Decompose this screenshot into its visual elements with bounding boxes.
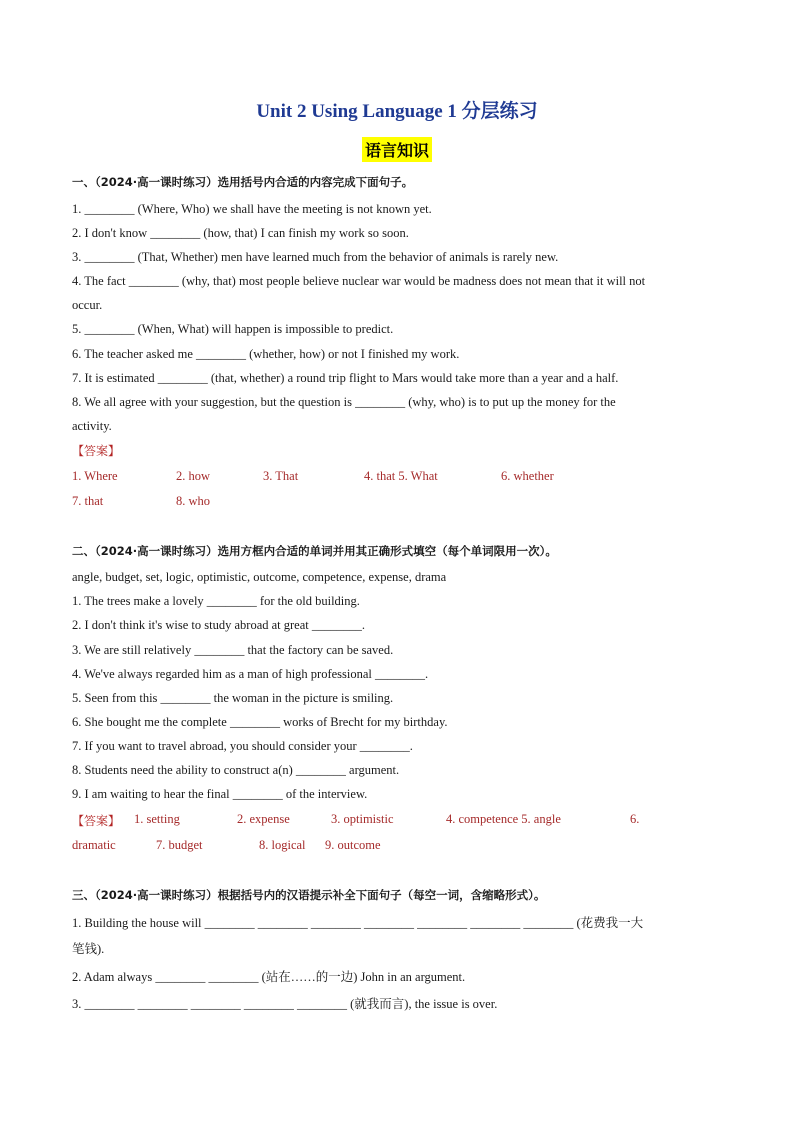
s2-answer: dramatic (72, 838, 116, 852)
s1-item-8: 8. We all agree with your suggestion, but the question is ________ (why, who) is to put up the money for the (72, 395, 616, 409)
s1-answer: 4. that 5. What (364, 469, 438, 483)
s2-answer: 4. competence 5. angle (446, 812, 561, 826)
s2-item-1: 1. The trees make a lovely ________ for the old building. (72, 594, 360, 608)
s2-answer: 8. logical (259, 838, 306, 852)
section1-heading: 一、（2024·高一课时练习）选用括号内合适的内容完成下面句子。 (72, 175, 414, 189)
s2-item-5: 5. Seen from this ________ the woman in the picture is smiling. (72, 691, 394, 705)
s2-item-8: 8. Students need the ability to construct a(n) ________ argument. (72, 763, 400, 777)
s1-item-5: 5. ________ (When, What) will happen is impossible to predict. (72, 322, 394, 336)
s1-answer: 2. how (176, 469, 211, 483)
page-title: Unit 2 Using Language 1 分层练习 (256, 101, 538, 122)
s1-item-8-cont: activity. (72, 419, 112, 433)
s1-item-3: 3. ________ (That, Whether) men have learned much from the behavior of animals is rarely new. (72, 250, 559, 264)
s2-answer: 6. (630, 812, 640, 826)
s1-answers-row1 (72, 469, 722, 485)
s3-item-1: 1. Building the house will ________ ________ ________ ________ ________ ________ ________ (花费我一大 (72, 916, 644, 930)
section2-heading: 二、（2024·高一课时练习）选用方框内合适的单词并用其正确形式填空（每个单词限用一次）。 (72, 544, 557, 558)
s3-item-3: 3. ________ ________ ________ ________ ________ (就我而言), the issue is over. (72, 997, 498, 1011)
s1-answer: 8. who (176, 494, 211, 508)
s2-item-4: 4. We've always regarded him as a man of high professional ________. (72, 667, 429, 681)
subtitle-wrap (72, 137, 722, 162)
s2-answer: 2. expense (237, 812, 290, 826)
s1-answer: 6. whether (501, 469, 554, 483)
s2-answer: 7. budget (156, 838, 203, 852)
s3-item-2: 2. Adam always ________ ________ (站在……的一边) John in an argument. (72, 970, 466, 984)
s1-answers-row2 (72, 494, 722, 510)
s1-item-6: 6. The teacher asked me ________ (whether, how) or not I finished my work. (72, 347, 460, 361)
s1-item-4: 4. The fact ________ (why, that) most people believe nuclear war would be madness does not mean that it will not (72, 274, 646, 288)
s2-answer: 1. setting (134, 812, 180, 826)
s1-item-2: 2. I don't know ________ (how, that) I can finish my work so soon. (72, 226, 409, 240)
s2-answer-label: 【答案】 (72, 814, 121, 828)
s2-word-box: angle, budget, set, logic, optimistic, outcome, competence, expense, drama (72, 570, 447, 584)
s1-item-4-cont: occur. (72, 298, 103, 312)
s1-item-1: 1. ________ (Where, Who) we shall have the meeting is not known yet. (72, 202, 432, 216)
s2-item-9: 9. I am waiting to hear the final ________ of the interview. (72, 787, 368, 801)
s2-answer: 3. optimistic (331, 812, 394, 826)
s1-answer: 7. that (72, 494, 104, 508)
s1-answer: 3. That (263, 469, 299, 483)
s2-item-7: 7. If you want to travel abroad, you should consider your ________. (72, 739, 413, 753)
s2-item-3: 3. We are still relatively ________ that the factory can be saved. (72, 643, 394, 657)
s2-answers-row1 (72, 812, 722, 828)
s1-answer-label: 【答案】 (72, 444, 121, 458)
section-title-highlight: 语言知识 (362, 137, 432, 162)
s1-answer: 1. Where (72, 469, 118, 483)
s2-item-2: 2. I don't think it's wise to study abroad at great ________. (72, 618, 366, 632)
s2-answer: 9. outcome (325, 838, 381, 852)
s2-answers-row2 (72, 838, 722, 854)
s2-item-6: 6. She bought me the complete ________ works of Brecht for my birthday. (72, 715, 448, 729)
s1-item-7: 7. It is estimated ________ (that, whether) a round trip flight to Mars would take more than a year and a half. (72, 371, 619, 385)
s3-item-1-cont: 笔钱). (72, 942, 105, 956)
section3-heading: 三、（2024·高一课时练习）根据括号内的汉语提示补全下面句子（每空一词，含缩略形式）。 (72, 888, 546, 902)
